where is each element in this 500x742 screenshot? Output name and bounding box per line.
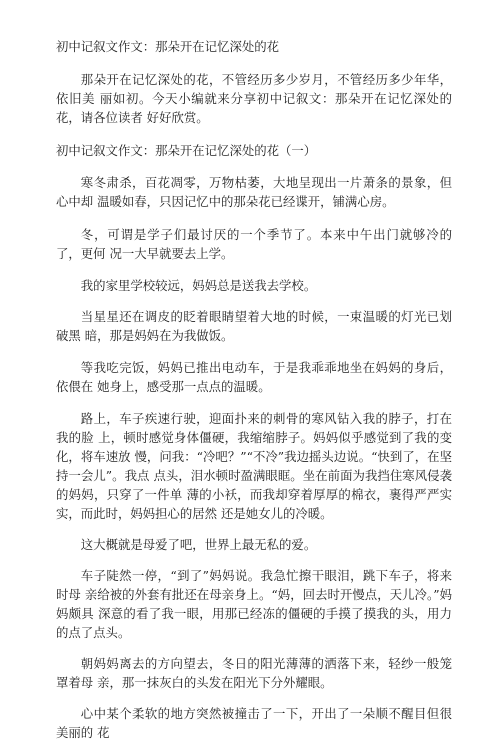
intro-paragraph: 那朵开在记忆深处的花，不管经历多少岁月，不管经历多少年华，依旧美 丽如初。今天小编就来分享初中记叙文：那朵开在记忆深处的花，请各位读者 好好欣赏。 xyxy=(56,72,452,125)
paragraph: 这大概就是母爱了吧，世界上最无私的爱。 xyxy=(80,537,317,552)
paragraph: 我的家里学校较远，妈妈总是送我去学校。 xyxy=(80,278,317,293)
paragraph: 等我吃完饭，妈妈已推出电动车，于是我乖乖地坐在妈妈的身后，依偎在 她身上，感受那一点点的温暖。 xyxy=(56,360,452,394)
paragraph: 朝妈妈离去的方向望去，冬日的阳光薄薄的洒落下来，轻纱一般笼罩着母 亲，那一抹灰白的头发在阳光下分外耀眼。 xyxy=(56,656,452,690)
paragraph: 车子陡然一停，“到了”妈妈说。我急忙擦干眼泪，跳下车子，将来时母 亲给被的外套有批还在母亲身上。“妈，回去时开慢点，天儿冷。”妈妈颇具 深意的看了我一眼，用那已经冻的僵硬的手摸了摸我的头，用力的点了点头。 xyxy=(56,568,452,640)
section-heading: 初中记叙文作文：那朵开在记忆深处的花（一） xyxy=(56,143,317,158)
paragraph: 路上，车子疾速行驶，迎面扑来的刺骨的寒风钻入我的脖子，打在我的脸 上，顿时感觉身体僵硬，我缩缩脖子。妈妈似乎感觉到了我的变化，将车速放 慢，问我：“冷吧？”“不冷”我边摇头边说。“快到了，在坚持一会儿”。我点 点头，泪水顿时盈满眼眶。坐在前面为我挡住寒风侵袭的妈妈，只穿了一件单 薄的小袄，而我却穿着厚厚的棉衣，裹得严严实实，而此时，妈妈担心的居然 还是她女儿的冷暖。 xyxy=(56,411,452,521)
paragraph: 当星星还在调皮的眨着眼睛望着大地的时候，一束温暖的灯光已划破黑 暗，那是妈妈在为我做饭。 xyxy=(56,309,452,343)
paragraph: 冬，可谓是学子们最讨厌的一个季节了。本来中午出门就够冷的了，更何 况一大早就要去上学。 xyxy=(56,227,452,261)
paragraph: 寒冬肃杀，百花凋零，万物枯萎，大地呈现出一片萧条的景象，但心中却 温暖如春，只因记忆中的那朵花已经谍开，铺满心房。 xyxy=(56,175,452,209)
document-title: 初中记叙文作文：那朵开在记忆深处的花 xyxy=(56,39,280,54)
paragraph: 心中某个柔软的地方突然被撞击了一下，开出了一朵顺不醒目但很美丽的 花 xyxy=(56,706,452,740)
